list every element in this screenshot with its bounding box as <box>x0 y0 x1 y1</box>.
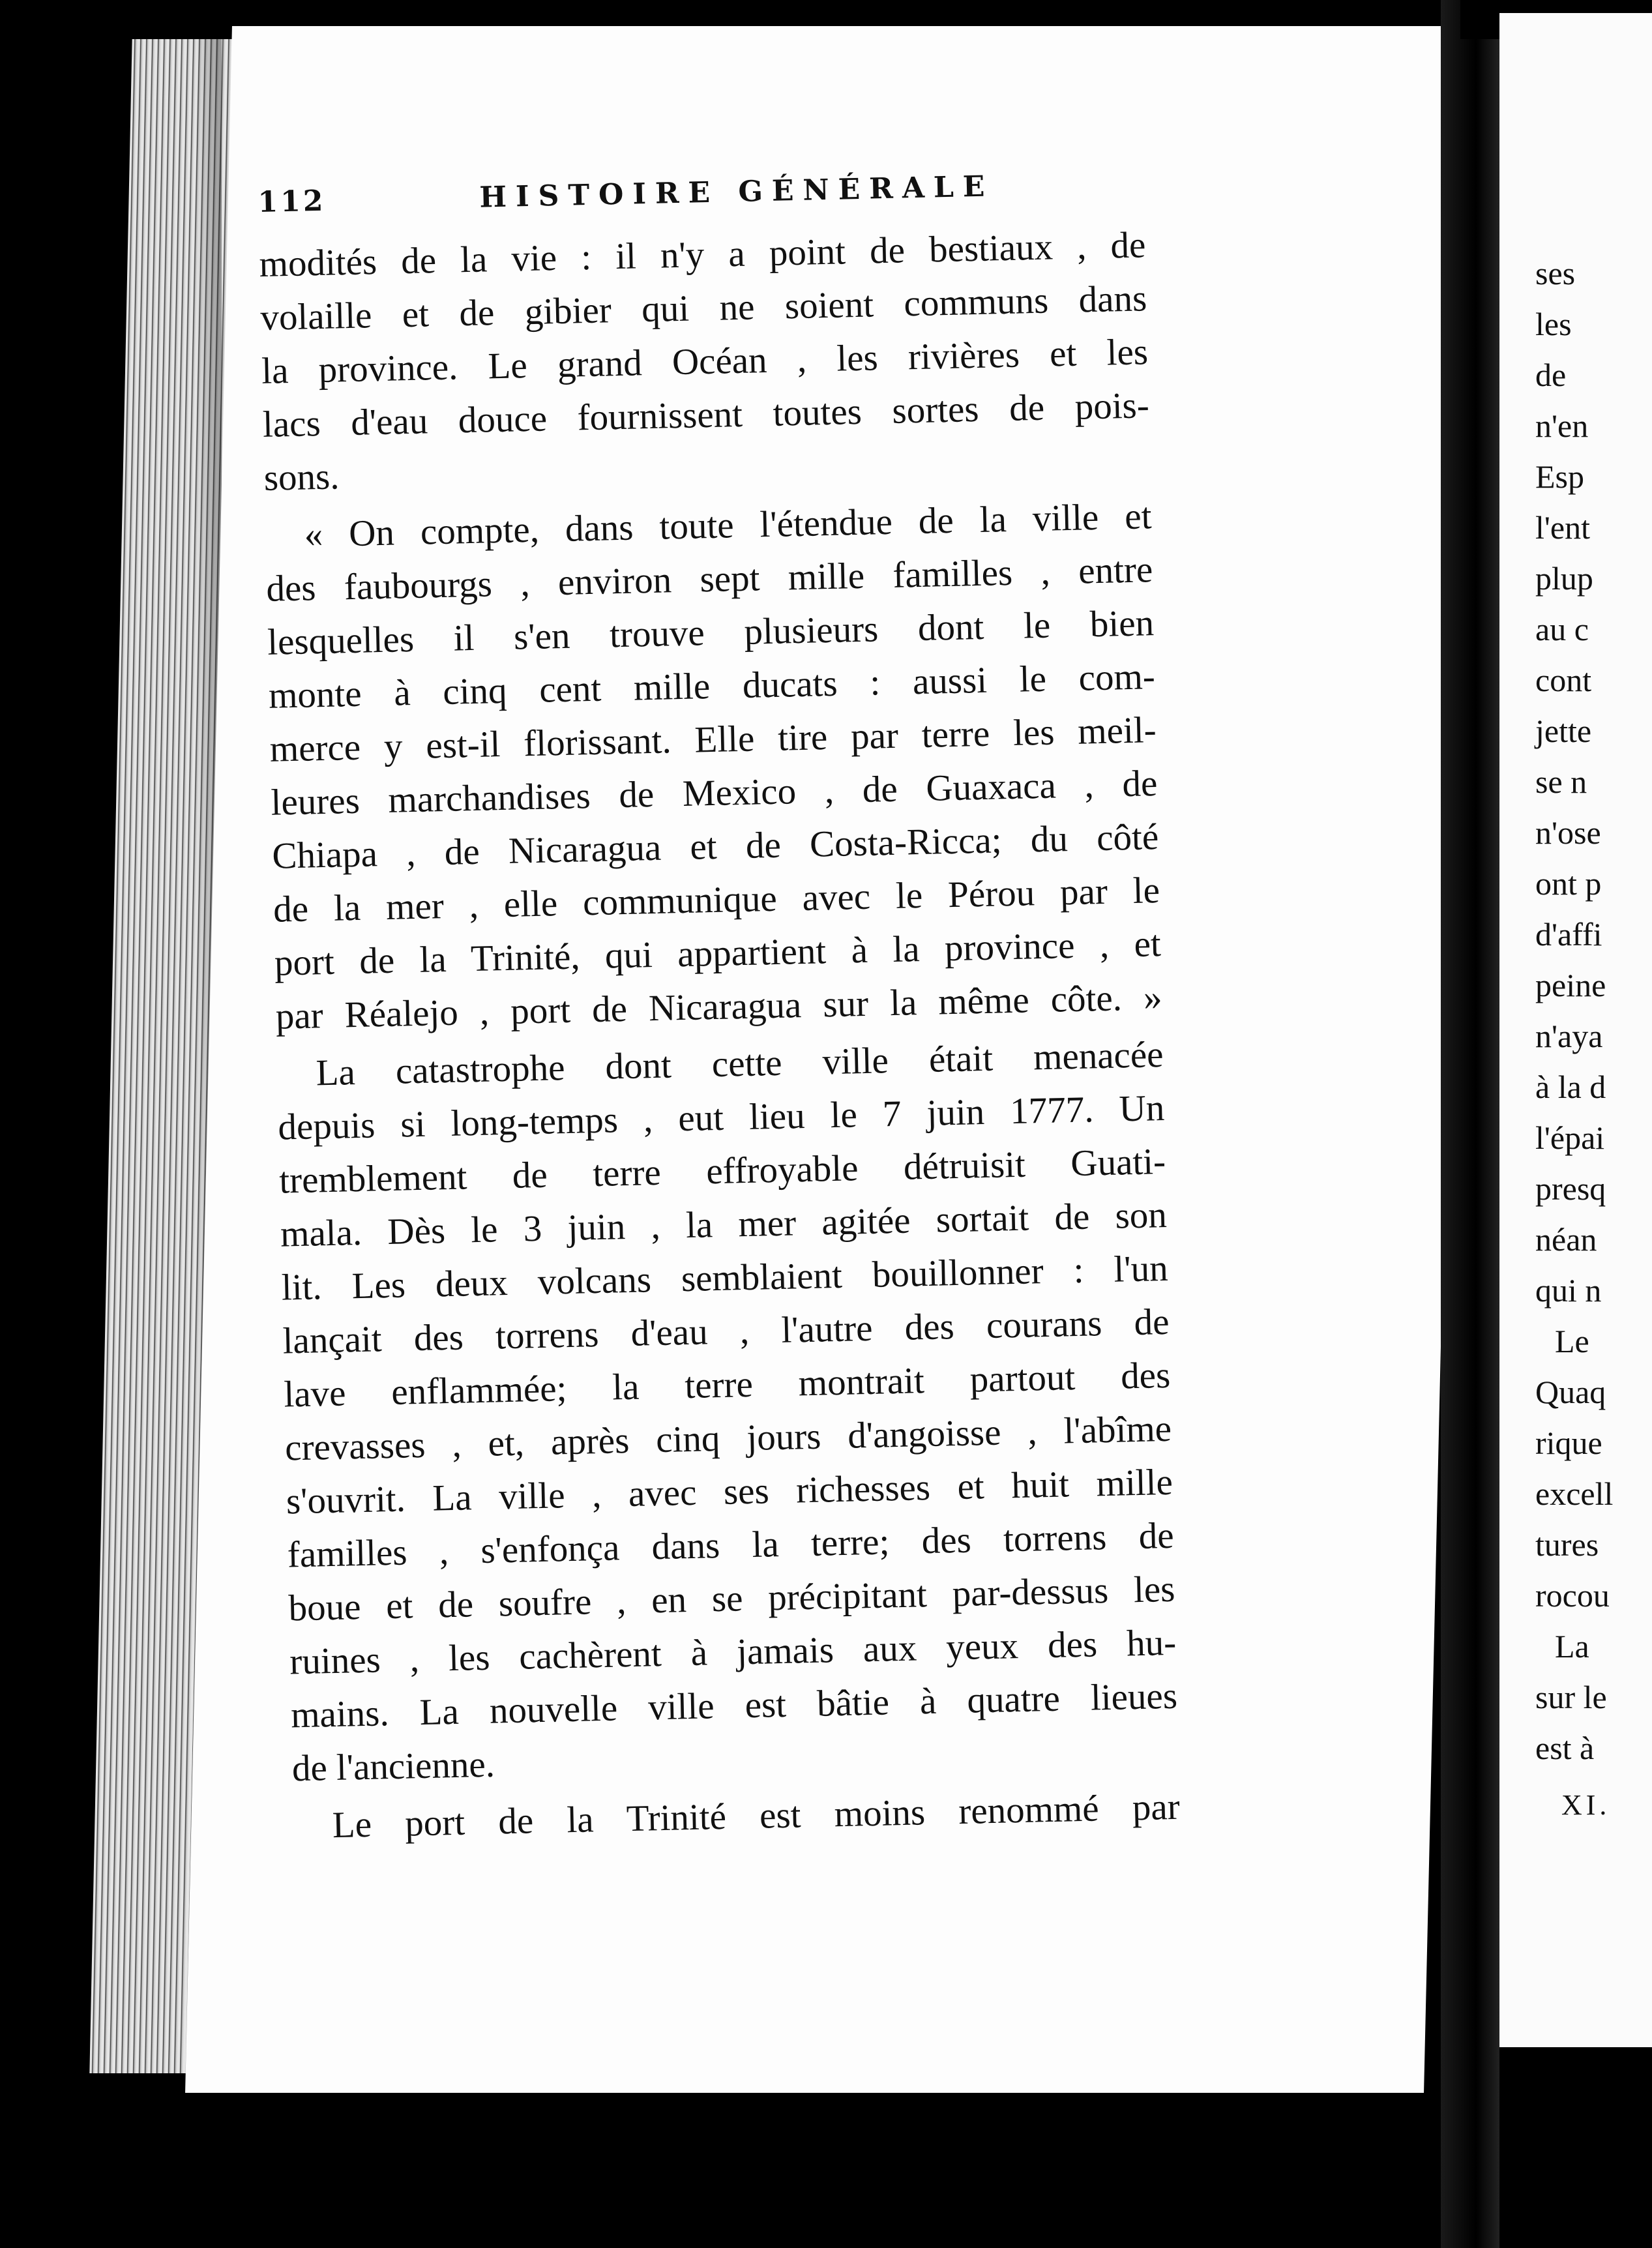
text-line: « On compte, dans toute l'étendue de la ville et <box>304 495 1153 555</box>
right-page-cropped <box>1499 13 1652 2047</box>
text-line: Chiapa , de Nicaragua et de Costa-Ricca; du côté <box>271 816 1159 877</box>
text-line: tremblement de terre effroyable détruisit Guati- <box>278 1140 1166 1202</box>
right-page-text <box>1535 248 1613 1831</box>
text-line: sons. <box>263 456 340 499</box>
text-line: ses <box>1535 255 1576 291</box>
text-line: mala. Dès le 3 juin , la mer agitée sortait de son <box>280 1194 1168 1255</box>
text-line: familles , s'enfonça dans la terre; des torrens de <box>287 1515 1175 1576</box>
text-line: Esp <box>1535 458 1584 495</box>
text-line: n'en <box>1535 407 1589 444</box>
body-text <box>259 218 1181 1853</box>
text-line: d'affi <box>1535 916 1602 953</box>
text-line: s'ouvrit. La ville , avec ses richesses et huit mille <box>286 1461 1173 1522</box>
text-line: crevasses , et, après cinq jours d'angoisse , l'abîme <box>284 1408 1172 1469</box>
text-line: par Réalejo , port de Nicaragua sur la même côte. » <box>275 977 1163 1037</box>
text-line: lave enflammée; la terre montrait partout des <box>283 1354 1171 1415</box>
text-line: plup <box>1535 560 1593 597</box>
text-line: jette <box>1535 713 1592 749</box>
text-line: ont p <box>1535 865 1602 902</box>
text-line: les <box>1535 306 1572 342</box>
text-line: Quaq <box>1535 1374 1606 1410</box>
text-line: ruines , les cachèrent à jamais aux yeux des hu- <box>289 1621 1177 1683</box>
text-line: la province. Le grand Océan , les rivières et les <box>261 331 1149 392</box>
text-line: volaille et de gibier qui ne soient communs dans <box>259 278 1147 338</box>
signature-mark: XI. <box>1561 1789 1611 1821</box>
text-line: presq <box>1535 1170 1606 1207</box>
text-line: l'ent <box>1535 509 1590 546</box>
page-number: 112 <box>258 184 326 219</box>
text-line: de <box>1535 357 1567 393</box>
text-line: Le port de la Trinité est moins renommé par <box>332 1786 1181 1846</box>
text-line: des faubourgs , environ sept mille familles , entre <box>265 549 1153 610</box>
text-line: de l'ancienne. <box>291 1743 495 1790</box>
text-line: n'aya <box>1535 1018 1603 1054</box>
text-line: n'ose <box>1535 814 1601 851</box>
text-line: cont <box>1535 662 1592 698</box>
text-line: modités de la vie : il n'y a point de bestiaux , de <box>258 224 1146 285</box>
text-line: boue et de soufre , en se précipitant par-dessus les <box>288 1568 1175 1629</box>
text-line: de la mer , elle communique avec le Pérou par le <box>273 870 1160 930</box>
text-line: rique <box>1535 1425 1602 1461</box>
text-line: lit. Les deux volcans semblaient bouillonner : l'un <box>281 1247 1169 1309</box>
text-line: depuis si long-temps , eut lieu le 7 juin 1777. Un <box>277 1087 1165 1148</box>
book-gutter <box>1441 0 1499 2248</box>
text-line: La <box>1555 1628 1589 1664</box>
text-line: lacs d'eau douce fournissent toutes sortes de pois- <box>262 385 1150 445</box>
text-line: néan <box>1535 1221 1597 1258</box>
text-line: qui n <box>1535 1272 1602 1309</box>
text-line: rocou <box>1535 1577 1610 1614</box>
text-line: l'épai <box>1535 1119 1605 1156</box>
text-line: est à <box>1535 1730 1595 1766</box>
text-line: peine <box>1535 967 1606 1003</box>
running-title: HISTOIRE GÉNÉRALE <box>479 170 994 214</box>
text-line: port de la Trinité, qui appartient à la province , et <box>274 923 1162 984</box>
text-line: mains. La nouvelle ville est bâtie à quatre lieues <box>290 1675 1178 1736</box>
spine-shadow <box>1460 0 1499 39</box>
text-line: Le <box>1555 1323 1589 1359</box>
text-line: à la d <box>1535 1069 1606 1105</box>
text-line: au c <box>1535 611 1589 647</box>
text-line: excell <box>1535 1475 1614 1512</box>
text-line: merce y est-il florissant. Elle tire par terre les meil- <box>269 709 1157 770</box>
text-line: monte à cinq cent mille ducats : aussi le com- <box>268 656 1156 717</box>
left-page-content <box>258 166 1180 1853</box>
text-line: se n <box>1535 763 1587 800</box>
text-line: leures marchandises de Mexico , de Guaxaca , de <box>270 763 1158 823</box>
text-line: La catastrophe dont cette ville était menacée <box>316 1034 1164 1094</box>
text-line: sur le <box>1535 1679 1607 1715</box>
text-line: lesquelles il s'en trouve plusieurs dont le bien <box>267 602 1155 663</box>
text-line: tures <box>1535 1526 1599 1563</box>
text-line: lançait des torrens d'eau , l'autre des courans de <box>282 1301 1170 1362</box>
